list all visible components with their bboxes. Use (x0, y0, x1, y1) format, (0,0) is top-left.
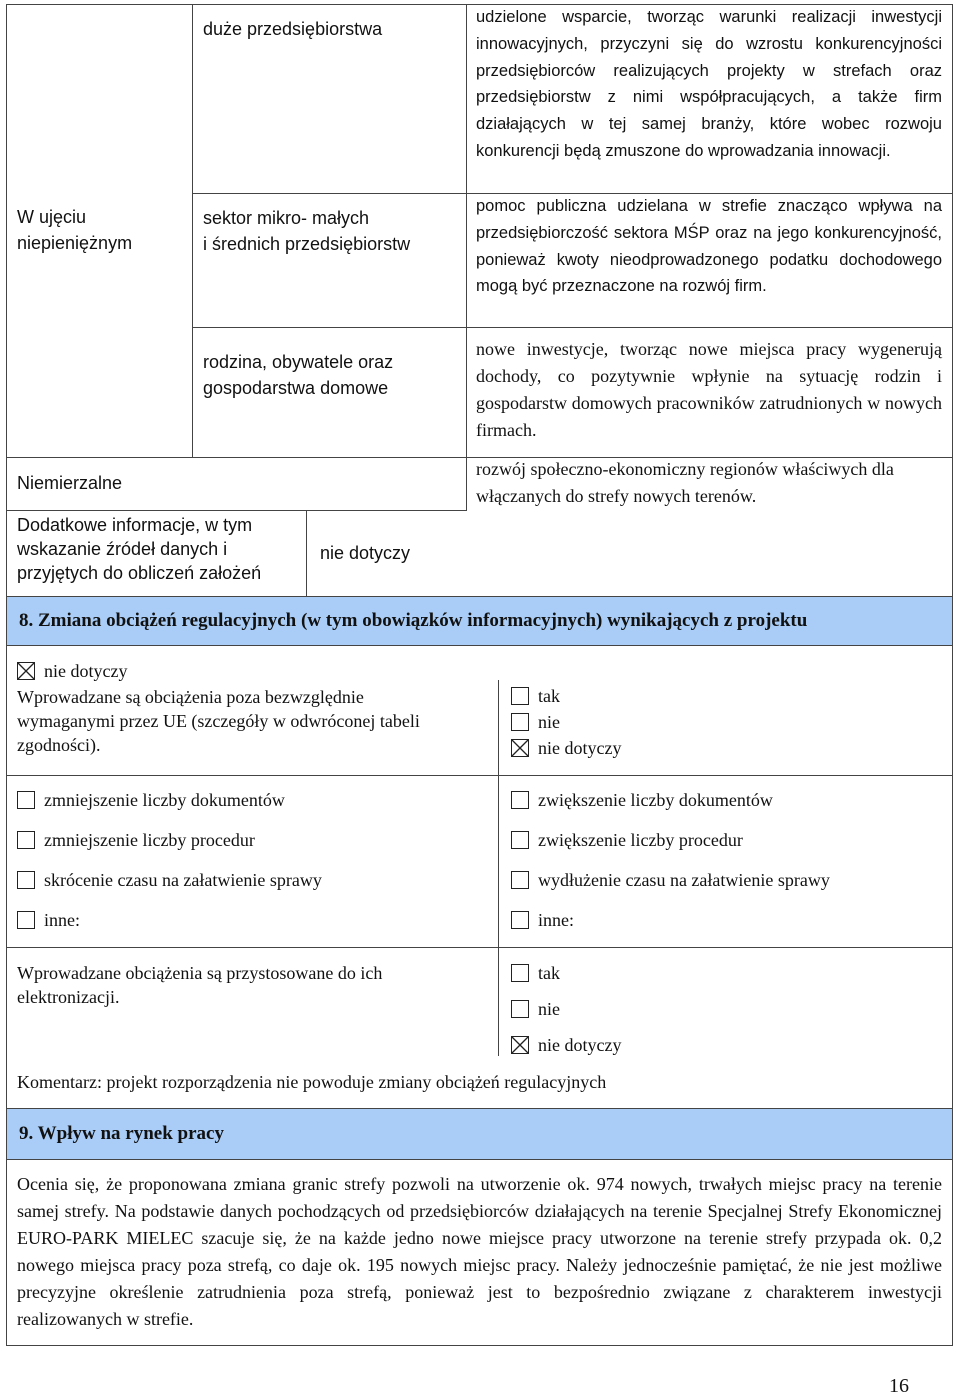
group-large: duże przedsiębiorstwa (203, 19, 383, 39)
checkbox-icon[interactable] (511, 831, 529, 849)
right-option-procedures[interactable]: zwiększenie liczby procedur (511, 829, 743, 851)
right-option-documents[interactable]: zwiększenie liczby dokumentów (511, 789, 773, 811)
q1-text: Wprowadzane są obciążenia poza bezwzględnie wymaganymi przez UE (szczegóły w odwróconej tabeli zgodności). (17, 687, 420, 755)
checkbox-icon[interactable] (511, 1000, 529, 1018)
checked-checkbox-icon[interactable] (511, 739, 529, 757)
checkbox-icon[interactable] (511, 911, 529, 929)
left-option-other[interactable]: inne: (17, 909, 80, 931)
checkbox-icon[interactable] (511, 871, 529, 889)
left-option-documents[interactable]: zmniejszenie liczby dokumentów (17, 789, 285, 811)
checkbox-icon[interactable] (511, 964, 529, 982)
checkbox-icon[interactable] (17, 911, 35, 929)
section-9-header (6, 1108, 953, 1160)
section-8-header (6, 596, 953, 646)
group-sme-line2: i średnich przedsiębiorstw (203, 234, 411, 254)
text-large: udzielone wsparcie, tworząc warunki realizacji inwestycji innowacyjnych, przyczyni się do wzrostu konkurencyjności przedsiębiorców realizujących projekty w strefach oraz przedsiębiorstw z nimi współpracujących, a także firm działających w tej samej branży, które wobec rozwoju konkurencji będą zmuszone do wprowadzania innowacji. (476, 8, 942, 160)
checkbox-icon[interactable] (511, 791, 529, 809)
label-additional: Dodatkowe informacje, w tym wskazanie źródeł danych i przyjętych do obliczeń założeń (17, 515, 262, 583)
checked-checkbox-icon[interactable] (511, 1036, 529, 1054)
not-applicable-label: nie dotyczy (44, 661, 128, 681)
group-sme (203, 205, 410, 257)
checkbox-icon[interactable] (511, 687, 529, 705)
section-9-body: Ocenia się, że proponowana zmiana granic strefy pozwoli na utworzenie ok. 974 nowych, trwałych miejsc pracy na terenie samej strefy. Na podstawie danych pochodzących od przedsiębiorców działających na terenie Specjalnej Strefy Ekonomicznej EURO-PARK MIELEC szacuje się, że na każde jedno nowe miejsce pracy utworzone na terenie strefy przypada ok. 0,2 nowego miejsca pracy poza strefą, co daje ok. 195 nowych miejsc pracy. Należy jednocześnie pamiętać, że nie jest możliwe precyzyjne określenie zatrudnienia poza strefą, ponieważ jest to bezpośrednio związane z charakterem inwestycji realizowanych w strefie. (17, 1174, 942, 1329)
checked-checkbox-icon[interactable] (17, 662, 35, 680)
text-unmeasurable: rozwój społeczno-ekonomiczny regionów właściwych dla włączanych do strefy nowych terenów. (476, 459, 894, 506)
q2-option-yes[interactable]: tak (511, 962, 560, 984)
text-additional: nie dotyczy (320, 543, 411, 563)
checkbox-icon[interactable] (17, 831, 35, 849)
section-8-title: 8. Zmiana obciążeń regulacyjnych (w tym obowiązków informacyjnych) wynikających z projektu (19, 610, 808, 631)
q2-option-na[interactable]: nie dotyczy (511, 1034, 621, 1056)
not-applicable-option[interactable] (17, 660, 127, 682)
checkbox-icon[interactable] (511, 713, 529, 731)
right-option-other[interactable]: inne: (511, 909, 574, 931)
q1-option-no[interactable]: nie (511, 711, 560, 733)
section-8-comment: Komentarz: projekt rozporządzenia nie powoduje zmiany obciążeń regulacyjnych (17, 1072, 607, 1092)
section-9-title: 9. Wpływ na rynek pracy (19, 1123, 224, 1144)
q2-option-no[interactable]: nie (511, 998, 560, 1020)
checkbox-icon[interactable] (17, 871, 35, 889)
text-sme: pomoc publiczna udzielana w strefie znacząco wpływa na przedsiębiorczość sektora MŚP oraz na jego konkurencyjność, ponieważ kwoty nieodprowadzonego podatku dochodowego mogą być przeznaczone na rozwój firm. (476, 197, 942, 296)
q2-text: Wprowadzane obciążenia są przystosowane do ich elektronizacji. (17, 963, 383, 1007)
q1-option-yes[interactable]: tak (511, 685, 560, 707)
q1-option-na[interactable]: nie dotyczy (511, 737, 621, 759)
text-families: nowe inwestycje, tworząc nowe miejsca pracy wygenerują dochody, co pozytywnie wpłynie na sytuację rodzin i gospodarstw domowych pracowników zatrudnionych w nowych firmach. (476, 339, 942, 440)
page-number: 16 (889, 1375, 909, 1397)
checkbox-icon[interactable] (17, 791, 35, 809)
group-sme-line1: sektor mikro- małych (203, 208, 370, 228)
left-option-procedures[interactable]: zmniejszenie liczby procedur (17, 829, 255, 851)
right-option-time[interactable]: wydłużenie czasu na załatwienie sprawy (511, 869, 830, 891)
label-unmeasurable: Niemierzalne (17, 473, 123, 493)
label-nonmonetary: W ujęciu niepieniężnym (17, 207, 133, 253)
group-families: rodzina, obywatele oraz gospodarstwa domowe (203, 352, 394, 398)
left-option-time[interactable]: skrócenie czasu na załatwienie sprawy (17, 869, 322, 891)
